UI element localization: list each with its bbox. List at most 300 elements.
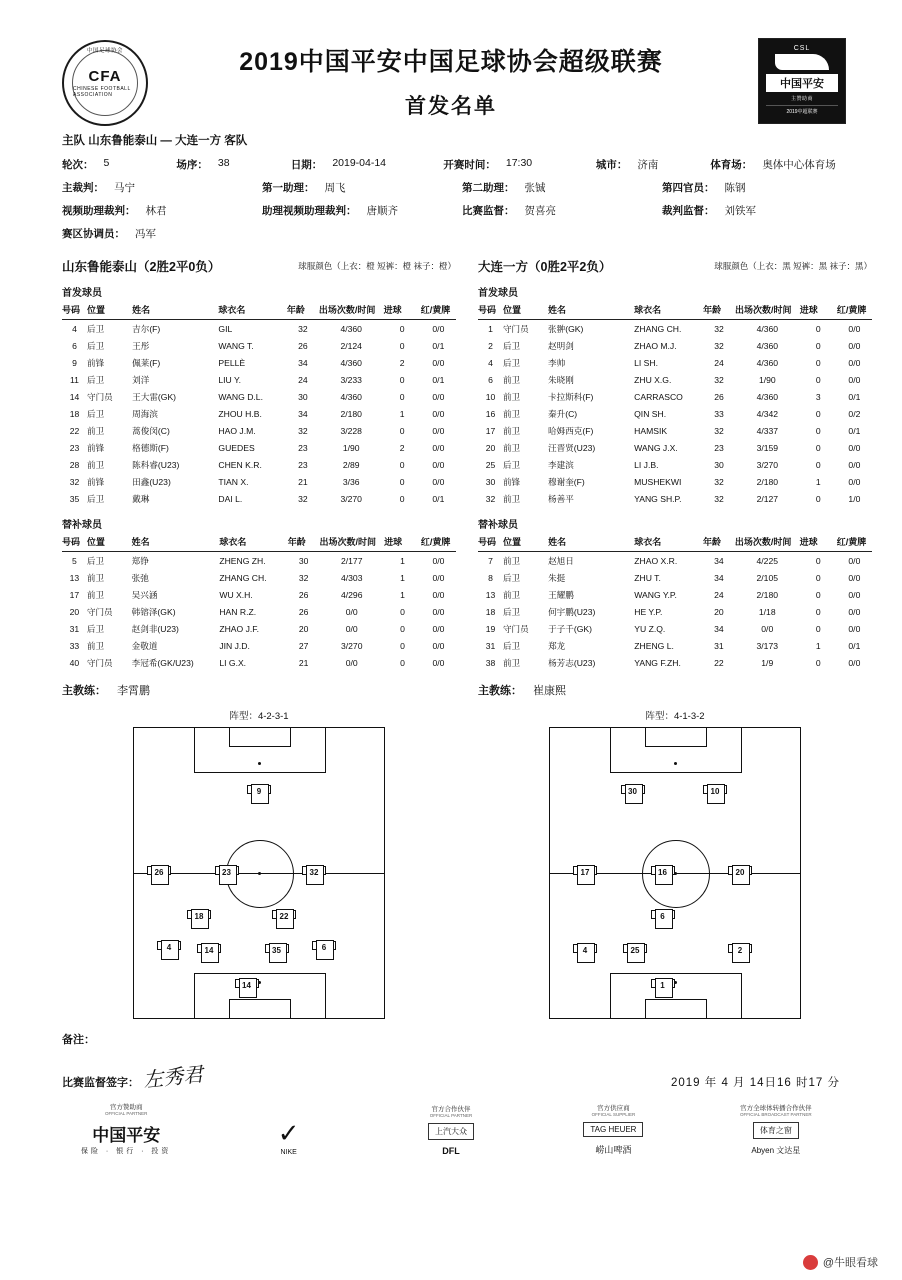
home-starters-table [62, 301, 456, 507]
cell-jersey: ZHOU H.B. [218, 408, 262, 419]
page-subtitle: 首发名单 [405, 95, 497, 118]
cell-cards: 1/0 [848, 493, 861, 504]
cell-cards: 0/0 [432, 476, 445, 487]
cell-pos: 前卫 [86, 572, 105, 583]
table-row [478, 552, 872, 570]
away-subs-table [478, 533, 872, 671]
cell-apps: 3/270 [756, 459, 779, 470]
cell-cards: 0/0 [848, 374, 861, 385]
cell-apps: 4/360 [340, 391, 362, 402]
cell-no: 38 [485, 657, 496, 668]
cell-no: 14 [69, 391, 80, 402]
info-avar: 助理视频助理裁判： 唐顺齐 [262, 205, 398, 217]
cell-apps: 4/337 [756, 425, 779, 436]
cell-age: 23 [298, 442, 308, 453]
cell-cards: 0/2 [848, 408, 861, 419]
away-formation-label: 阵型：4-1-3-2 [645, 711, 705, 722]
table-row [62, 603, 456, 620]
cell-goals: 0 [399, 340, 405, 351]
cell-no: 25 [485, 459, 496, 470]
cell-pos: 前卫 [502, 425, 521, 436]
cell-goals: 0 [815, 374, 821, 385]
table-row [62, 371, 456, 388]
cfa-logo-icon [62, 40, 148, 126]
cell-goals: 0 [399, 425, 405, 436]
cell-no: 17 [485, 425, 496, 436]
info-stadium: 体育场： 奥体中心体育场 [710, 159, 836, 171]
away-formation [478, 708, 872, 1019]
th-cards: 红/黄牌 [421, 533, 456, 552]
cell-age: 32 [714, 374, 724, 385]
cell-jersey: YU Z.Q. [634, 623, 666, 634]
th-pos: 位置 [503, 301, 548, 320]
cell-pos: 后卫 [86, 340, 105, 351]
sponsor-sub: DFL [442, 1146, 460, 1156]
cell-no: 1 [488, 323, 493, 334]
th-jersey: 球衣名 [218, 301, 286, 320]
sponsor-caption-en: OFFICIAL PARTNER [429, 1113, 473, 1118]
cell-jersey: WANG T. [218, 340, 254, 351]
cell-goals: 0 [815, 657, 821, 668]
th-goals: 进球 [800, 301, 837, 320]
cell-pos: 前卫 [502, 391, 521, 402]
cell-apps: 3/173 [756, 640, 779, 651]
cell-age: 34 [298, 408, 308, 419]
away-starters-label: 首发球员 [478, 288, 518, 299]
cell-apps: 0/0 [761, 623, 774, 634]
cell-age: 32 [714, 493, 724, 504]
cell-no: 4 [488, 357, 493, 368]
cell-name: 王耀鹏 [548, 589, 574, 600]
cell-no: 16 [485, 408, 496, 419]
goal-box-top [645, 728, 707, 747]
cell-pos: 前卫 [86, 640, 105, 651]
cell-pos: 守门员 [86, 606, 113, 617]
table-row [62, 405, 456, 422]
cell-pos: 后卫 [502, 640, 521, 651]
th-no: 号码 [478, 301, 503, 320]
cfa-logo-top-text: 中国足球协会 [86, 48, 123, 54]
cell-age: 24 [298, 374, 308, 385]
cell-no: 13 [485, 589, 496, 600]
cell-age: 21 [298, 476, 308, 487]
cell-pos: 后卫 [502, 459, 521, 470]
table-row [478, 490, 872, 507]
sponsor-caption: 官方供应商 OFFICIAL SUPPLIER [537, 1103, 689, 1117]
cell-pos: 前卫 [502, 442, 521, 453]
cell-no: 18 [485, 606, 496, 617]
th-goals: 进球 [384, 301, 421, 320]
cell-jersey: MUSHEKWI [634, 476, 682, 487]
th-goals: 进球 [384, 533, 421, 552]
cell-goals: 0 [815, 589, 821, 600]
match-coordinator-row [62, 226, 840, 241]
player-shirt-icon: 25 [624, 941, 646, 961]
th-age: 年龄 [287, 301, 319, 320]
player-shirt-icon: 4 [158, 938, 180, 958]
cell-age: 23 [714, 442, 724, 453]
cell-goals: 0 [399, 493, 405, 504]
cell-age: 34 [714, 555, 724, 566]
info-assistant-2: 第二助理： 张铖 [462, 182, 546, 194]
cell-cards: 0/1 [848, 425, 861, 436]
cell-no: 32 [69, 476, 80, 487]
cell-name: 杨善平 [548, 493, 574, 504]
cell-no: 6 [488, 374, 493, 385]
cell-cards: 0/1 [432, 374, 445, 385]
cell-pos: 前锋 [502, 476, 521, 487]
info-date: 日期： 2019-04-14 [290, 157, 387, 171]
cell-goals: 1 [400, 589, 405, 600]
cell-cards: 0/1 [848, 391, 861, 402]
table-row [62, 490, 456, 507]
cell-jersey: LIU Y. [218, 374, 242, 385]
player-shirt-icon: 14 [198, 941, 220, 961]
table-row [478, 422, 872, 439]
cell-apps: 4/342 [756, 408, 779, 419]
sponsor-strip [0, 1090, 902, 1156]
cell-pos: 前卫 [86, 459, 105, 470]
cell-apps: 4/360 [756, 323, 779, 334]
th-name: 姓名 [132, 301, 218, 320]
cell-goals: 1 [400, 555, 405, 566]
away-subs-label: 替补球员 [478, 520, 518, 531]
cell-goals: 1 [815, 640, 821, 651]
cell-no: 9 [72, 357, 77, 368]
cell-apps: 4/360 [756, 391, 779, 402]
cell-apps: 3/228 [340, 425, 362, 436]
cell-pos: 守门员 [86, 657, 113, 668]
cell-no: 4 [72, 323, 77, 334]
cell-jersey: ZHAO X.R. [634, 555, 678, 566]
player-shirt-icon: 9 [248, 782, 270, 802]
cell-pos: 守门员 [502, 623, 529, 634]
home-pitch [133, 727, 385, 1019]
away-coach-name: 崔康熙 [533, 685, 567, 697]
th-pos: 位置 [503, 533, 548, 552]
player-shirt-icon: 17 [574, 863, 596, 883]
cell-jersey: ZHAO M.J. [634, 340, 677, 351]
cell-pos: 后卫 [86, 623, 105, 634]
cell-age: 30 [714, 459, 724, 470]
cell-age: 24 [714, 357, 724, 368]
cell-jersey: CARRASCO [634, 391, 683, 402]
cell-cards: 0/0 [432, 408, 445, 419]
document-header [0, 0, 902, 128]
cell-jersey: LI SH. [634, 357, 659, 368]
player-shirt-icon: 26 [148, 863, 170, 883]
cell-pos: 前卫 [502, 657, 521, 668]
cell-cards: 0/0 [848, 606, 861, 617]
csl-sponsor-badge [758, 38, 846, 124]
cell-cards: 0/0 [848, 459, 861, 470]
cell-age: 27 [298, 640, 309, 651]
cell-pos: 后卫 [86, 323, 105, 334]
cell-age: 32 [714, 323, 724, 334]
cell-apps: 2/177 [340, 555, 363, 566]
cell-jersey: TIAN X. [218, 476, 249, 487]
cell-apps: 4/360 [756, 340, 779, 351]
cell-apps: 4/225 [756, 555, 779, 566]
cell-cards: 0/0 [432, 357, 445, 368]
cell-name: 蒿俊闵(C) [132, 425, 170, 436]
cell-goals: 0 [815, 425, 821, 436]
cell-goals: 0 [815, 323, 821, 334]
signature-value: 左秀君 [142, 1063, 205, 1093]
home-team-kit: 球服颜色（上衣：橙 短裤：橙 袜子：橙） [298, 261, 456, 271]
cell-age: 20 [714, 606, 724, 617]
cell-name: 哈姆西克(F) [548, 425, 594, 436]
cell-goals: 3 [815, 391, 821, 402]
match-info [0, 128, 902, 241]
cell-name: 李帅 [548, 357, 566, 368]
th-no: 号码 [62, 533, 87, 552]
player-shirt-icon: 18 [188, 907, 210, 927]
cell-cards: 0/0 [848, 357, 861, 368]
player-shirt-icon: 16 [652, 863, 674, 883]
home-formation [62, 708, 456, 1019]
table-row [62, 439, 456, 456]
cell-age: 32 [714, 476, 724, 487]
player-shirt-icon: 6 [652, 907, 674, 927]
home-subs-table [62, 533, 456, 671]
th-cards: 红/黄牌 [837, 301, 872, 320]
cell-cards: 0/1 [432, 493, 445, 504]
cell-name: 朱晓刚 [548, 374, 574, 385]
th-goals: 进球 [800, 533, 837, 552]
cell-apps: 2/124 [340, 340, 362, 351]
cell-no: 31 [69, 623, 80, 634]
cell-age: 31 [714, 640, 724, 651]
cell-cards: 0/0 [432, 391, 445, 402]
away-team-name: 大连一方（0胜2平2负） [478, 260, 612, 274]
away-coach [478, 682, 872, 698]
cell-age: 20 [298, 623, 309, 634]
cell-jersey: HAN R.Z. [219, 606, 257, 617]
cell-apps: 1/90 [342, 442, 360, 453]
cell-cards: 0/0 [432, 572, 445, 583]
home-coach-name: 李霄鹏 [117, 685, 151, 697]
player-shirt-icon: 10 [704, 782, 726, 802]
goal-box-bottom [645, 999, 707, 1018]
sponsor-name: 体育之窗 [753, 1122, 799, 1139]
cell-name: 吴兴涵 [131, 589, 158, 600]
cell-age: 24 [714, 589, 724, 600]
cell-age: 32 [298, 323, 308, 334]
cell-no: 13 [69, 572, 80, 583]
cell-jersey: GUEDES [218, 442, 255, 453]
cell-goals: 0 [815, 555, 821, 566]
table-row [478, 371, 872, 388]
sponsor-caption: 官方赞助商 OFFICIAL PARTNER [50, 1102, 202, 1116]
cell-age: 33 [714, 408, 724, 419]
cfa-logo-text: CFA [88, 68, 122, 85]
cell-cards: 0/0 [848, 657, 861, 668]
th-age: 年龄 [703, 301, 735, 320]
cell-pos: 前卫 [502, 493, 521, 504]
table-row [478, 354, 872, 371]
cell-cards: 0/0 [432, 555, 445, 566]
player-shirt-icon: 20 [729, 863, 751, 883]
cell-name: 于子千(GK) [548, 623, 592, 634]
sponsor-caption-en: OFFICIAL PARTNER [104, 1111, 148, 1116]
csl-swoosh-icon [775, 54, 829, 70]
cell-no: 17 [69, 589, 80, 600]
cell-cards: 0/0 [432, 323, 445, 334]
cell-apps: 0/0 [345, 606, 358, 617]
player-shirt-icon: 22 [273, 907, 295, 927]
cell-pos: 后卫 [86, 555, 105, 566]
table-row [62, 320, 456, 338]
cell-no: 33 [69, 640, 80, 651]
cell-jersey: QIN SH. [634, 408, 667, 419]
cell-age: 34 [714, 572, 724, 583]
cell-no: 18 [69, 408, 80, 419]
info-sequence: 场序： 38 [176, 157, 230, 171]
team-roster-area [0, 249, 902, 698]
cell-apps: 4/360 [756, 357, 779, 368]
cell-pos: 前卫 [502, 589, 521, 600]
sponsor-item [375, 1104, 527, 1156]
cell-name: 周海滨 [132, 408, 158, 419]
sponsor-sub: 保险 · 银行 · 投资 [80, 1148, 172, 1155]
cell-goals: 0 [815, 459, 821, 470]
cell-apps: 2/127 [756, 493, 779, 504]
cell-name: 刘洋 [132, 374, 150, 385]
match-var-row [62, 203, 840, 218]
cell-apps: 3/270 [340, 493, 362, 504]
cell-apps: 1/90 [758, 374, 776, 385]
cell-goals: 0 [399, 476, 405, 487]
info-referee: 主裁判： 马宁 [62, 182, 135, 194]
cell-no: 5 [72, 555, 77, 566]
cell-cards: 0/0 [432, 606, 445, 617]
cell-name: 赵旭日 [548, 555, 574, 566]
cell-name: 张翀(GK) [548, 323, 584, 334]
cell-goals: 0 [815, 623, 821, 634]
cell-no: 19 [485, 623, 496, 634]
cell-jersey: ZHENG ZH. [219, 555, 266, 566]
cell-cards: 0/0 [432, 459, 445, 470]
sponsor-caption-en: OFFICIAL BROADCAST PARTNER [740, 1112, 812, 1117]
cell-goals: 0 [815, 357, 821, 368]
th-jersey: 球衣名 [634, 533, 703, 552]
cell-age: 32 [714, 340, 724, 351]
cell-jersey: LI G.X. [219, 657, 247, 668]
cell-cards: 0/0 [848, 323, 861, 334]
cell-no: 30 [485, 476, 496, 487]
cell-name: 赵剑非(U23) [131, 623, 179, 634]
cell-name: 赵明剑 [548, 340, 574, 351]
cell-apps: 3/233 [340, 374, 362, 385]
cell-age: 30 [298, 555, 309, 566]
table-row [478, 439, 872, 456]
cell-apps: 2/180 [756, 589, 779, 600]
sponsor-item [537, 1103, 689, 1156]
table-row [62, 354, 456, 371]
cell-age: 26 [714, 391, 724, 402]
cell-no: 22 [69, 425, 80, 436]
cell-apps: 4/296 [340, 589, 363, 600]
home-coach-label: 主教练： [62, 685, 106, 697]
pingan-name: 中国平安 [766, 74, 838, 92]
cell-jersey: WANG Y.P. [634, 589, 677, 600]
cell-apps: 1/18 [758, 606, 776, 617]
cell-jersey: ZHANG CH. [219, 572, 267, 583]
sponsor-name: TAG HEUER [583, 1122, 643, 1137]
table-header-row [62, 533, 456, 552]
table-row [478, 456, 872, 473]
cell-pos: 后卫 [86, 493, 105, 504]
cell-cards: 0/0 [432, 623, 445, 634]
info-coordinator: 赛区协调员： 冯军 [62, 228, 156, 240]
cell-jersey: ZHENG L. [634, 640, 674, 651]
player-shirt-icon: 4 [574, 941, 596, 961]
cell-cards: 0/0 [848, 442, 861, 453]
cell-name: 秦升(C) [548, 408, 578, 419]
cell-age: 34 [714, 623, 724, 634]
cell-apps: 4/360 [340, 357, 362, 368]
cell-jersey: PELLÈ [218, 357, 246, 368]
th-apps: 出场次数/时间 [735, 301, 800, 320]
goal-box-top [229, 728, 291, 747]
player-shirt-icon: 6 [313, 938, 335, 958]
weibo-icon [803, 1255, 818, 1270]
player-shirt-icon: 14 [236, 976, 258, 996]
cell-apps: 3/159 [756, 442, 779, 453]
cell-name: 郑铮 [131, 555, 149, 566]
cell-jersey: GIL [218, 323, 233, 334]
cell-pos: 前卫 [502, 374, 521, 385]
sponsor-name: 中国平安 [92, 1126, 161, 1145]
th-pos: 位置 [87, 533, 132, 552]
player-shirt-icon: 2 [729, 941, 751, 961]
th-age: 年龄 [288, 533, 320, 552]
penalty-spot-top [674, 762, 677, 765]
home-team-block [62, 257, 456, 698]
away-pitch [549, 727, 801, 1019]
cell-pos: 守门员 [502, 323, 529, 334]
nike-swoosh-icon: ✓ [277, 1118, 300, 1148]
cell-apps: 2/105 [756, 572, 779, 583]
table-row [62, 569, 456, 586]
page-title: 2019中国平安中国足球协会超级联赛 [239, 48, 663, 76]
cell-apps: 0/0 [345, 657, 358, 668]
cell-name: 陈科睿(U23) [132, 459, 180, 470]
cell-age: 26 [298, 589, 309, 600]
info-assistant-1: 第一助理： 周飞 [262, 182, 346, 194]
th-pos: 位置 [87, 301, 132, 320]
home-subs-label: 替补球员 [62, 520, 102, 531]
table-row [62, 473, 456, 490]
watermark-text: @牛眼看球 [822, 1257, 878, 1269]
cell-pos: 前卫 [86, 425, 105, 436]
player-shirt-icon: 30 [622, 782, 644, 802]
cell-apps: 2/89 [342, 459, 360, 470]
table-row [478, 388, 872, 405]
cell-no: 28 [69, 459, 80, 470]
cell-cards: 0/0 [848, 589, 861, 600]
cell-cards: 0/0 [848, 340, 861, 351]
cell-cards: 0/0 [432, 640, 445, 651]
cell-name: 王彤 [132, 340, 150, 351]
table-row [478, 569, 872, 586]
cell-pos: 前卫 [502, 555, 521, 566]
sponsor-caption: 官方全球体转播合作伙伴 OFFICIAL BROADCAST PARTNER [700, 1103, 852, 1117]
home-formation-label: 阵型：4-2-3-1 [229, 711, 289, 722]
cell-apps: 2/180 [340, 408, 362, 419]
cell-name: 韩镕泽(GK) [131, 606, 176, 617]
